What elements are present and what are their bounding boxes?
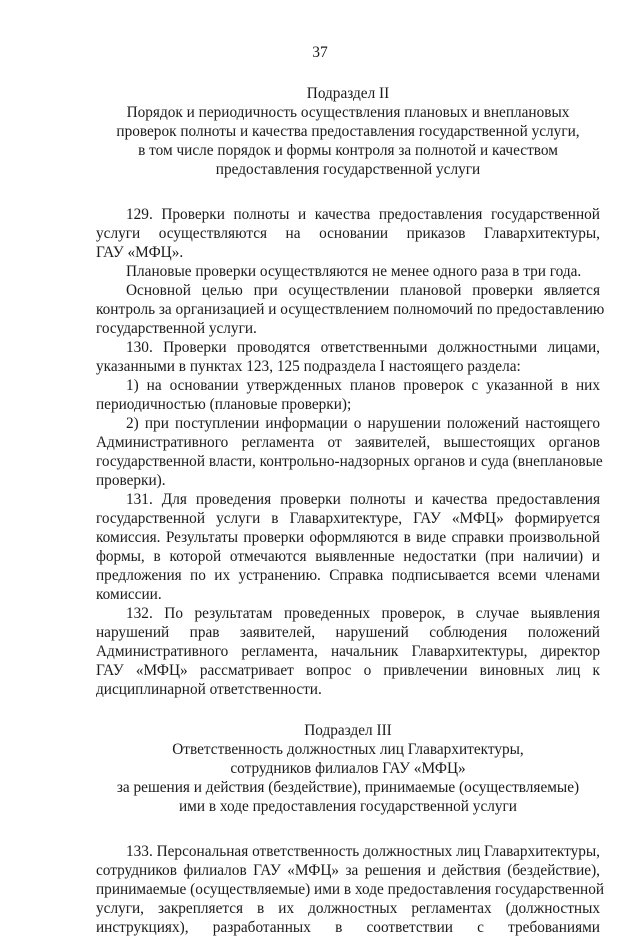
paragraph-line: 131. Для проведения проверки полноты и качества предоставления bbox=[126, 491, 600, 508]
paragraph-line: 132. По результатам проведенных проверок, в случае выявления bbox=[126, 605, 600, 622]
paragraph-line: сотрудников филиалов ГАУ «МФЦ» за решения и действия (бездействие), bbox=[96, 862, 600, 879]
paragraph-line: периодичностью (плановые проверки); bbox=[96, 396, 352, 413]
paragraph bbox=[96, 842, 605, 937]
paragraph bbox=[96, 338, 600, 376]
paragraph-line: комиссии. bbox=[96, 586, 162, 603]
paragraph-line: услуги, закрепляется в их должностных регламентах (должностных bbox=[96, 900, 600, 917]
section-2-subtitle-line: предоставления государственной услуги bbox=[215, 161, 481, 178]
paragraph-line: инструкциях), разработанных в соответствии с требованиями bbox=[96, 919, 600, 936]
paragraph-line: государственной услуги в Главархитектуре, ГАУ «МФЦ» формируется bbox=[96, 510, 600, 527]
paragraph bbox=[96, 262, 600, 281]
paragraph bbox=[96, 604, 600, 699]
paragraph-line: 1) на основании утвержденных планов проверок с указанной в них bbox=[126, 377, 600, 394]
section-3-paragraphs bbox=[96, 842, 605, 937]
section-3-subtitle-line: сотрудников филиалов ГАУ «МФЦ» bbox=[230, 760, 466, 777]
document-body bbox=[96, 84, 605, 937]
paragraph bbox=[96, 490, 600, 604]
paragraph bbox=[96, 205, 600, 262]
paragraph-line: Основной целью при осуществлении плановой проверки является bbox=[126, 282, 600, 299]
paragraph bbox=[96, 376, 600, 414]
paragraph-line: указанными в пунктах 123, 125 подраздела I настоящего раздела: bbox=[96, 358, 521, 375]
paragraph-line: дисциплинарной ответственности. bbox=[96, 681, 322, 698]
paragraph-line: ГАУ «МФЦ». bbox=[96, 244, 184, 261]
section-3-heading bbox=[96, 721, 600, 816]
section-2-paragraphs bbox=[96, 205, 605, 699]
section-2-subtitle-line: в том числе порядок и формы контроля за полнотой и качеством bbox=[138, 142, 558, 159]
paragraph-line: предложения по их устранению. Справка подписывается всеми членами bbox=[96, 567, 600, 584]
paragraph-line: ГАУ «МФЦ» рассматривает вопрос о привлечении виновных лиц к bbox=[96, 662, 600, 679]
section-2-heading bbox=[96, 84, 600, 179]
section-3-subtitle-line: за решения и действия (бездействие), принимаемые (осуществляемые) bbox=[116, 779, 580, 796]
paragraph-line: услуги осуществляются на основании приказов Главархитектуры, bbox=[96, 225, 600, 242]
section-2-subtitle-line: Порядок и периодичность осуществления плановых и внеплановых bbox=[126, 104, 570, 121]
paragraph-line: Плановые проверки осуществляются не менее одного раза в три года. bbox=[126, 263, 582, 280]
paragraph-line: принимаемые (осуществляемые) ими в ходе предоставления государственной bbox=[96, 881, 605, 898]
section-3-subtitle-line: Ответственность должностных лиц Главархитектуры, bbox=[172, 741, 524, 758]
paragraph bbox=[96, 281, 605, 338]
paragraph-line: 2) при поступлении информации о нарушении положений настоящего bbox=[126, 415, 600, 432]
paragraph bbox=[96, 414, 603, 490]
paragraph-line: комиссия. Результаты проверки оформляются в виде справки произвольной bbox=[96, 529, 600, 546]
paragraph-line: формы, в которой отмечаются выявленные недостатки (при наличии) и bbox=[96, 548, 600, 565]
paragraph-line: государственной власти, контрольно-надзорных органов и суда (внеплановые bbox=[96, 453, 603, 470]
paragraph-line: 130. Проверки проводятся ответственными должностными лицами, bbox=[126, 339, 600, 356]
paragraph-line: нарушений прав заявителей, нарушений соблюдения положений bbox=[96, 624, 600, 641]
paragraph-line: проверки). bbox=[96, 472, 166, 489]
paragraph-line: Административного регламента, начальник Главархитектуры, директор bbox=[96, 643, 600, 660]
section-3-subtitle-line: ими в ходе предоставления государственной услуги bbox=[179, 798, 517, 815]
paragraph-line: 129. Проверки полноты и качества предоставления государственной bbox=[126, 206, 600, 223]
section-2-title: Подраздел II bbox=[306, 85, 390, 102]
section-2-subtitle-line: проверок полноты и качества предоставления государственной услуги, bbox=[116, 123, 580, 140]
paragraph-line: 133. Персональная ответственность должностных лиц Главархитектуры, bbox=[126, 843, 600, 860]
paragraph-line: Административного регламента от заявителей, вышестоящих органов bbox=[96, 434, 600, 451]
paragraph-line: контроль за организацией и осуществлением полномочий по предоставлению bbox=[96, 301, 605, 318]
paragraph-line: государственной услуги. bbox=[96, 320, 257, 337]
page-number: 37 bbox=[312, 44, 328, 61]
section-3-title: Подраздел III bbox=[304, 722, 392, 739]
